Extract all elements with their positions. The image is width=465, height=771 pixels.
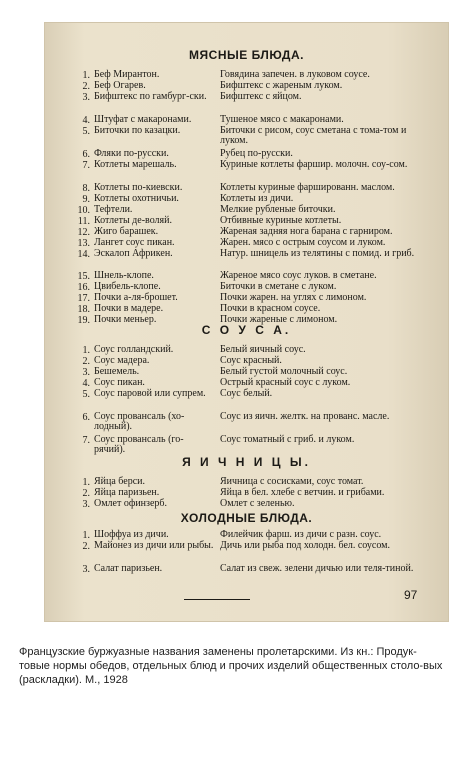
page-number: 97 <box>404 588 418 602</box>
heading-meat: МЯСНЫЕ БЛЮДА. <box>189 48 304 62</box>
book-page: МЯСНЫЕ БЛЮДА. 1. Беф Мирантон. Говядина запечен. в луковом соусе. 2. Беф Огарев. Бифштекс с жареным луком. 3. Бифштекс по гамбург-ски. Бифштекс с яйцом. 4. Штуфат с макаронами. Тушеное мясо с макаронами. 5. Биточки по казацки. Биточки с рисом, соус сметана с тома-том и луком. 6. Фляки по-русски. Рубец по-русски. 7. Котлеты марешаль. Куриные котлеты фаршир. молочн. соу-сом. 8. Котлеты по-киевски. Котлеты куриные фаршированн. маслом. 9. Котлеты охотничьи. Котлеты из дичи. 10. Тефтели. Мелкие рубленые биточки. 11. Котлеты де-воляй. Отбивные куриные котлеты. 12. Жиго барашек. Жареная задняя нога барана с гарниром. 13. Лангет соус пикан. Жарен. мясо с острым соусом и луком. 14. Эскалоп Африкен. Натур. шницель из телятины с помид. и гриб. 15. Шнель-клопе. Жареное мясо соус луков. в сметане. 16. Цвибель-клопе. Биточки в сметане с луком. 17. Почки а-ля-брошет. Почки жарен. на углях с лимоном. 18. Почки в мадере. Почки в красном соусе. 19. Почки меньер. Почки жареные с лимоном. С О У С А. 1. Соус голландский. Белый яичный соус. 2. Соус мадера. Соус красный. 3. Бешемель. Белый густой молочный соус. 4. Соус пикан. Острый красный соус с луком. 5. Соус паровой или супрем. Соус белый. 6. Соус провансаль (хо-лодный). Соус из яичн. желтк. на прованс. масле. 7. Соус провансаль (го-рячий). Соус томатный с гриб. и луком. Я И Ч Н И Ц Ы. 1. Яйца берси. Яичница с сосисками, соус томат. 2. Яйца паризьен. Яйца в бел. хлебе с ветчин. и грибами. 3. Омлет офинзерб. Омлет с зеленью. ХОЛОДНЫЕ БЛЮДА. 1. Шоффуа из дичи. Филейчик фарш. из дичи с разн. соус. 2. Майонез из дичи или рыбы. Дичь или рыба под холодн. бел. соусом. 3. Салат паризьен. Салат из свеж. зелени дичью или теля-тиной. 97 <box>44 22 449 622</box>
divider-line <box>184 599 250 600</box>
caption: Французские буржуазные названия заменены пролетарскими. Из кн.: Продук-товые нормы обедов, отдельных блюд и прочих изделий общественных столо-вых (раскладки). М., 1928 <box>19 646 443 686</box>
heading-cold: ХОЛОДНЫЕ БЛЮДА. <box>180 511 313 525</box>
heading-sauces: С О У С А. <box>201 323 292 337</box>
heading-eggs: Я И Ч Н И Ц Ы. <box>182 455 311 469</box>
